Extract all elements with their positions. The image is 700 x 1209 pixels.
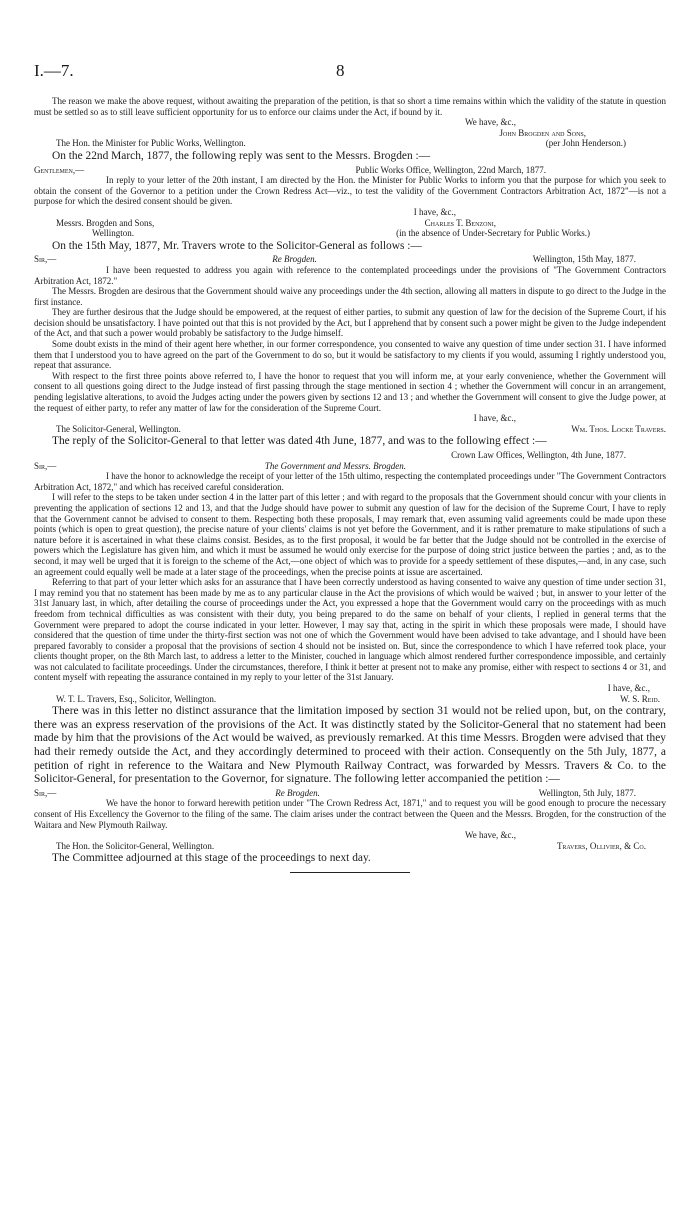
signature: Travers, Ollivier, & Co. xyxy=(556,840,646,851)
letter-paragraph: I have the honor to acknowledge the receipt of your letter of the 15th ultimo, respecting the contemplated proceedings under "The Government Contractors Arbitration Act, 1872," and which has received careful consideration. xyxy=(34,471,666,492)
narrative-paragraph: On the 22nd March, 1877, the following reply was sent to the Messrs. Brogden :— xyxy=(52,149,431,162)
address-row xyxy=(34,218,666,229)
signature: (in the absence of Under-Secretary for Public Works.) xyxy=(396,228,590,239)
letter-paragraph: They are further desirous that the Judge should be empowered, at the request of either parties, to submit any question of law for the decision of the Supreme Court, if his decision should be unsatisfactory. I have pointed out that this is not provided by the Act, but I apprehend that by consent such a power might be given to the Judge independent of the Act, and that such a power would probably be satisfactory to the Judge himself. xyxy=(34,307,666,339)
address-row xyxy=(34,138,666,149)
document-body xyxy=(34,96,666,873)
addressee: The Hon. the Minister for Public Works, Wellington. xyxy=(56,138,246,149)
addressee: Messrs. Brogden and Sons, xyxy=(56,217,155,228)
address-row xyxy=(34,841,666,852)
signature: (per John Henderson.) xyxy=(545,138,626,149)
addressee: The Solicitor-General, Wellington. xyxy=(56,423,181,434)
letter-paragraph: Referring to that part of your letter which asks for an assurance that I have been correctly understood as having consented to waive any question of time under section 31, I may remind you that no statement has been made by me as to any particular clause in the Act the provisions of which would be waived ; but, in answer to your letter of the 31st January last, in which, after detailing the course of proceedings under the Act, you expressed a hope that the Government would carry on the proceedings with as much freedom from technical difficulties as was consistent with their duty, you being prepared to do the same on behalf of your clients, I replied in general terms that the Government were prepared to adopt the course indicated in your letter. However, I may say that, acting in the spirit in which these proposals were made, I should have considered that the question of time under the thirty-first section was not one of which the Government would have been advised to take advantage, and I should have been prepared favorably to consider a proposal that the provisions of section 4 should not be insisted on. But, since the correspondence to which I have referred took place, your clients thought proper, on the 8th March last, to address a letter to the Minister, couched in language which almost rendered further correspondence impossible, and certainly was not calculated to facilitate proceedings. Under the circumstances, therefore, I think it better at present not to make any promise, either with respect to sections 4 or 31, and content myself with repeating the assurance contained in my reply to your letter of the 31st January. xyxy=(34,577,666,683)
letter-paragraph: With respect to the first three points above referred to, I have the honor to request that you will inform me, at your early convenience, whether the Government will consent to all questions going direct to the Judge instead of first passing through the stage mentioned in section 4 ; whether the Government will concur in an arrangement, pending legislative alterations, to avoid the Judges acting under the powers given by sections 12 and 13 ; and whether the Government will consent to give the Judge power, at the request of either party, to refer any matter of law for the consideration of the Supreme Court. xyxy=(34,370,666,413)
closing: I have, &c., xyxy=(413,206,456,217)
salutation: Sir,— xyxy=(34,254,57,265)
letter-paragraph: Some doubt exists in the mind of their agent here whether, in our former correspondence, you consented to waive any question of time under section 31. I have informed them that I understood you to have agreed on the part of the Government to do so, but it would be satisfactory to my clients if you would, assuming I rightly understood you, repeat that assurance. xyxy=(34,339,666,371)
closing: I have, &c., xyxy=(473,413,516,424)
narrative-paragraph: There was in this letter no distinct assurance that the limitation imposed by section 31 would not be relied upon, but, on the contrary, there was an express reservation of the provisions of the Act. It was distinctly stated by the Solicitor-General that no statement had been made by him that the provisions of the Act would be waived, as previously remarked. At this time Messrs. Brogden were advised that they had their remedy outside the Act, and they accordingly determined to proceed with their action. Consequently on the 5th July, 1877, a petition of right in reference to the Waitara and New Plymouth Railway Contract, was forwarded by Messrs. Travers & Co. to the Solicitor-General, for presentation to the Governor, for signature. The following letter accompanied the petition :— xyxy=(34,705,666,786)
addressee: W. T. L. Travers, Esq., Solicitor, Wellington. xyxy=(56,693,217,704)
paragraph: The reason we make the above request, without awaiting the preparation of the petition, is that so short a time remains within which the validity of the statute in question must be settled so as to still leave sufficient opportunity for us to enforce our claims under the Act, if bound by it. xyxy=(34,96,666,117)
letter-subject: Re Brogden. xyxy=(275,787,320,798)
letter-header xyxy=(34,788,666,799)
letter-header xyxy=(34,461,666,472)
salutation: Gentlemen,— xyxy=(34,164,85,175)
closing: We have, &c., xyxy=(464,830,516,841)
section-divider xyxy=(290,872,410,873)
letter-paragraph: The Messrs. Brogden are desirous that the Government should waive any proceedings under the 4th section, allowing all matters in dispute to go direct to the Judge in the first instance. xyxy=(34,286,666,307)
letter-place-date: Crown Law Offices, Wellington, 4th June, 1877. xyxy=(451,450,626,460)
address-row xyxy=(34,694,666,705)
narrative-paragraph: On the 15th May, 1877, Mr. Travers wrote to the Solicitor-General as follows :— xyxy=(52,239,422,252)
letter-paragraph: I will refer to the steps to be taken under section 4 in the latter part of this letter ; and with regard to the proposals that the Government should concur with your clients in preventing the application of sections 12 and 13, and that the Judge should have power to submit any question of law for the decision of the Supreme Court, I have to reply that the Government cannot be advised to consent to them. Respecting both these proposals, I may remark that, even assuming valid agreements could be made upon these points (which is open to great question), the precise nature of your clients' claims is not yet before the Government, and it is rather premature to make stipulations of such a nature before it is ascertained in what these claims consist. Besides, as to the first proposal, it would be far better that the Judge should not be controlled in the exercise of powers which the Legislature has given him, and which it must be assumed he would only exercise for the purpose of doing strict justice between the parties ; and, as to the second, it may well be urged that it is foreign to the scheme of the Act,—one object of which was to provide for a speedy settlement of these disputes,—and, in any case, such an agreement could equally well be made at a later stage of the proceedings, when the precise points at issue are ascertained. xyxy=(34,492,666,577)
letter-paragraph: We have the honor to forward herewith petition under "The Crown Redress Act, 1871," and to request you will be good enough to procure the necessary consent of His Excellency the Governor to the filing of the same. The claim arises under the contract between the Queen and the Messrs. Brogden, for the construction of the Waitara and New Plymouth Railway. xyxy=(34,798,666,830)
page-number: 8 xyxy=(336,61,345,80)
letter-paragraph: In reply to your letter of the 20th instant, I am directed by the Hon. the Minister for Public Works to inform you that the purpose for which you seek to obtain the consent of the Governor to a petition under the Crown Redress Act—viz., to test the validity of the Government Contractors Arbitration Act, 1872"—is not a purpose for which the desired consent should be given. xyxy=(34,175,666,207)
letter-place-date: Public Works Office, Wellington, 22nd March, 1877. xyxy=(355,164,546,175)
page-reference: I.—7. xyxy=(34,61,74,80)
signature: Charles T. Benzoni, xyxy=(424,217,496,228)
salutation: Sir,— xyxy=(34,460,57,471)
letter-subject: Re Brogden. xyxy=(272,254,317,265)
letter-header xyxy=(34,254,666,265)
letter-subject: The Government and Messrs. Brogden. xyxy=(264,460,406,471)
letter-header xyxy=(34,165,666,176)
signature: Wm. Thos. Locke Travers. xyxy=(571,423,666,434)
letter-place-date: Wellington, 5th July, 1877. xyxy=(538,787,636,798)
addressee: The Hon. the Solicitor-General, Wellington. xyxy=(56,840,215,851)
closing: I have, &c., xyxy=(607,683,650,694)
address-row xyxy=(34,228,666,239)
addressee: Wellington. xyxy=(92,228,135,239)
address-row xyxy=(34,424,666,435)
narrative-paragraph: The Committee adjourned at this stage of the proceedings to next day. xyxy=(52,852,371,865)
closing: We have, &c., xyxy=(464,117,516,128)
signature: John Brogden and Sons, xyxy=(499,127,586,138)
signature: W. S. Reid. xyxy=(620,693,660,704)
letter-paragraph: I have been requested to address you again with reference to the contemplated proceedings under the provisions of "The Government Contractors Arbitration Act, 1872." xyxy=(34,264,666,286)
salutation: Sir,— xyxy=(34,787,57,798)
letter-place-date: Wellington, 15th May, 1877. xyxy=(532,254,636,265)
narrative-paragraph: The reply of the Solicitor-General to that letter was dated 4th June, 1877, and was to the following effect :— xyxy=(52,435,547,448)
